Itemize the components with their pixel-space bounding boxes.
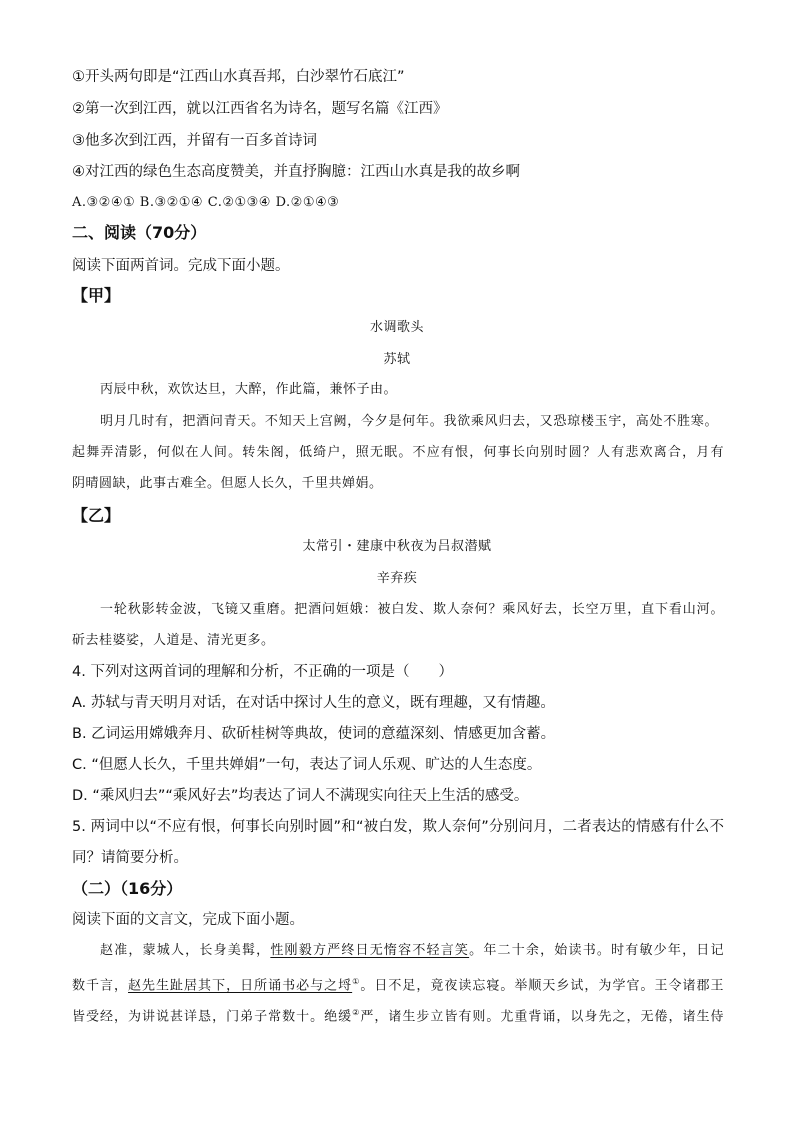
classical-text-line-2 <box>72 972 724 996</box>
question-5-line-2: 同？请简要分析。 <box>72 850 188 866</box>
answer-choices: A.③②④① B.③②①④ C.②①③④ D.②①④③ <box>72 195 340 210</box>
footnote-marker: ① <box>352 977 361 986</box>
classical-text: 数千言， <box>72 978 129 994</box>
classical-text-line-3 <box>72 1003 724 1027</box>
question-4-option-d: D. “乘风归去”“乘风好去”均表达了词人不满现实向往天上生活的感受。 <box>72 788 529 804</box>
option-1: ①开头两句即是“江西山水真吾邦，白沙翠竹石底江” <box>72 69 405 85</box>
poem-yi-label: 【乙】 <box>72 506 121 525</box>
question-4-option-a: A. 苏轼与青天明月对话，在对话中探讨人生的意义，既有理趣，又有情趣。 <box>72 695 555 711</box>
poem-jia-title: 水调歌头 <box>369 320 424 335</box>
poem-yi-author: 辛弃疾 <box>376 571 418 586</box>
classical-text: 。日不足，竟夜读忘寝。举顺天乡试，为学官。王令诸郡王 <box>360 978 724 994</box>
question-4-option-c: C. “但愿人长久，千里共婵娟”一句，表达了词人乐观、旷达的人生态度。 <box>72 757 542 773</box>
classical-text: 皆受经，为讲说甚详恳，门弟子常数十。绝缓 <box>72 1009 353 1025</box>
poem-jia-line-2: 起舞弄清影，何似在人间。转朱阁，低绮户，照无眠。不应有恨，何事长向别时圆？人有悲欢离合，月有 <box>72 445 724 460</box>
section-instruction: 阅读下面两首词。完成下面小题。 <box>72 258 290 274</box>
poem-yi-line-1: 一轮秋影转金波，飞镜又重磨。把酒问姮娥：被白发、欺人奈何？乘风好去，长空万里，直下看山河。 <box>100 602 724 617</box>
question-4-option-b: B. 乙词运用嫦娥奔月、砍斫桂树等典故，使词的意蕴深刻、情感更加含蓄。 <box>72 726 556 742</box>
poem-jia-preface: 丙辰中秋，欢饮达旦，大醉，作此篇，兼怀子由。 <box>100 382 398 397</box>
classical-text: 赵准，蒙城人，长身美髯， <box>100 943 271 958</box>
underlined-sentence: 性刚毅方严终日无惰容不轻言笑 <box>270 943 470 958</box>
option-4: ④对江西的绿色生态高度赞美，并直抒胸臆：江西山水真是我的故乡啊 <box>72 164 520 180</box>
underlined-sentence: 赵先生趾居其下，日所诵书必与之埒 <box>128 978 353 994</box>
poem-jia-line-1: 明月几时有，把酒问青天。不知天上宫阙，今夕是何年。我欲乘风归去，又恐琼楼玉宇，高处不胜寒。 <box>100 414 718 429</box>
option-2: ②第一次到江西，就以江西省名为诗名，题写名篇《江西》 <box>72 101 448 117</box>
poem-jia-line-3: 阴晴圆缺，此事古难全。但愿人长久，千里共婵娟。 <box>72 476 383 491</box>
question-4-stem: 4. 下列对这两首词的理解和分析，不正确的一项是（ ） <box>72 664 453 680</box>
poem-jia-label: 【甲】 <box>72 286 121 305</box>
classical-text: 严，诸生步立皆有则。尤重背诵，以身先之，无倦，诸生侍 <box>360 1009 724 1025</box>
poem-yi-line-2: 斫去桂婆娑，人道是、清光更多。 <box>72 633 275 648</box>
classical-text-line-1 <box>100 941 724 961</box>
part-2-instruction: 阅读下面的文言文，完成下面小题。 <box>72 912 304 928</box>
part-2-heading: （二）（16分） <box>72 879 183 898</box>
poem-jia-author: 苏轼 <box>383 352 411 367</box>
footnote-marker: ② <box>352 1008 361 1017</box>
classical-text: 。年二十余，始读书。时有敏少年，日记 <box>469 943 724 958</box>
section-heading: 二、阅读（70分） <box>72 223 207 242</box>
option-3: ③他多次到江西，并留有一百多首诗词 <box>72 133 317 149</box>
question-5-line-1: 5. 两词中以“不应有恨，何事长向别时圆”和“被白发，欺人奈何”分别问月，二者表达的情感有什么不 <box>72 819 724 835</box>
poem-yi-title: 太常引・建康中秋夜为吕叔潜赋 <box>302 539 492 554</box>
